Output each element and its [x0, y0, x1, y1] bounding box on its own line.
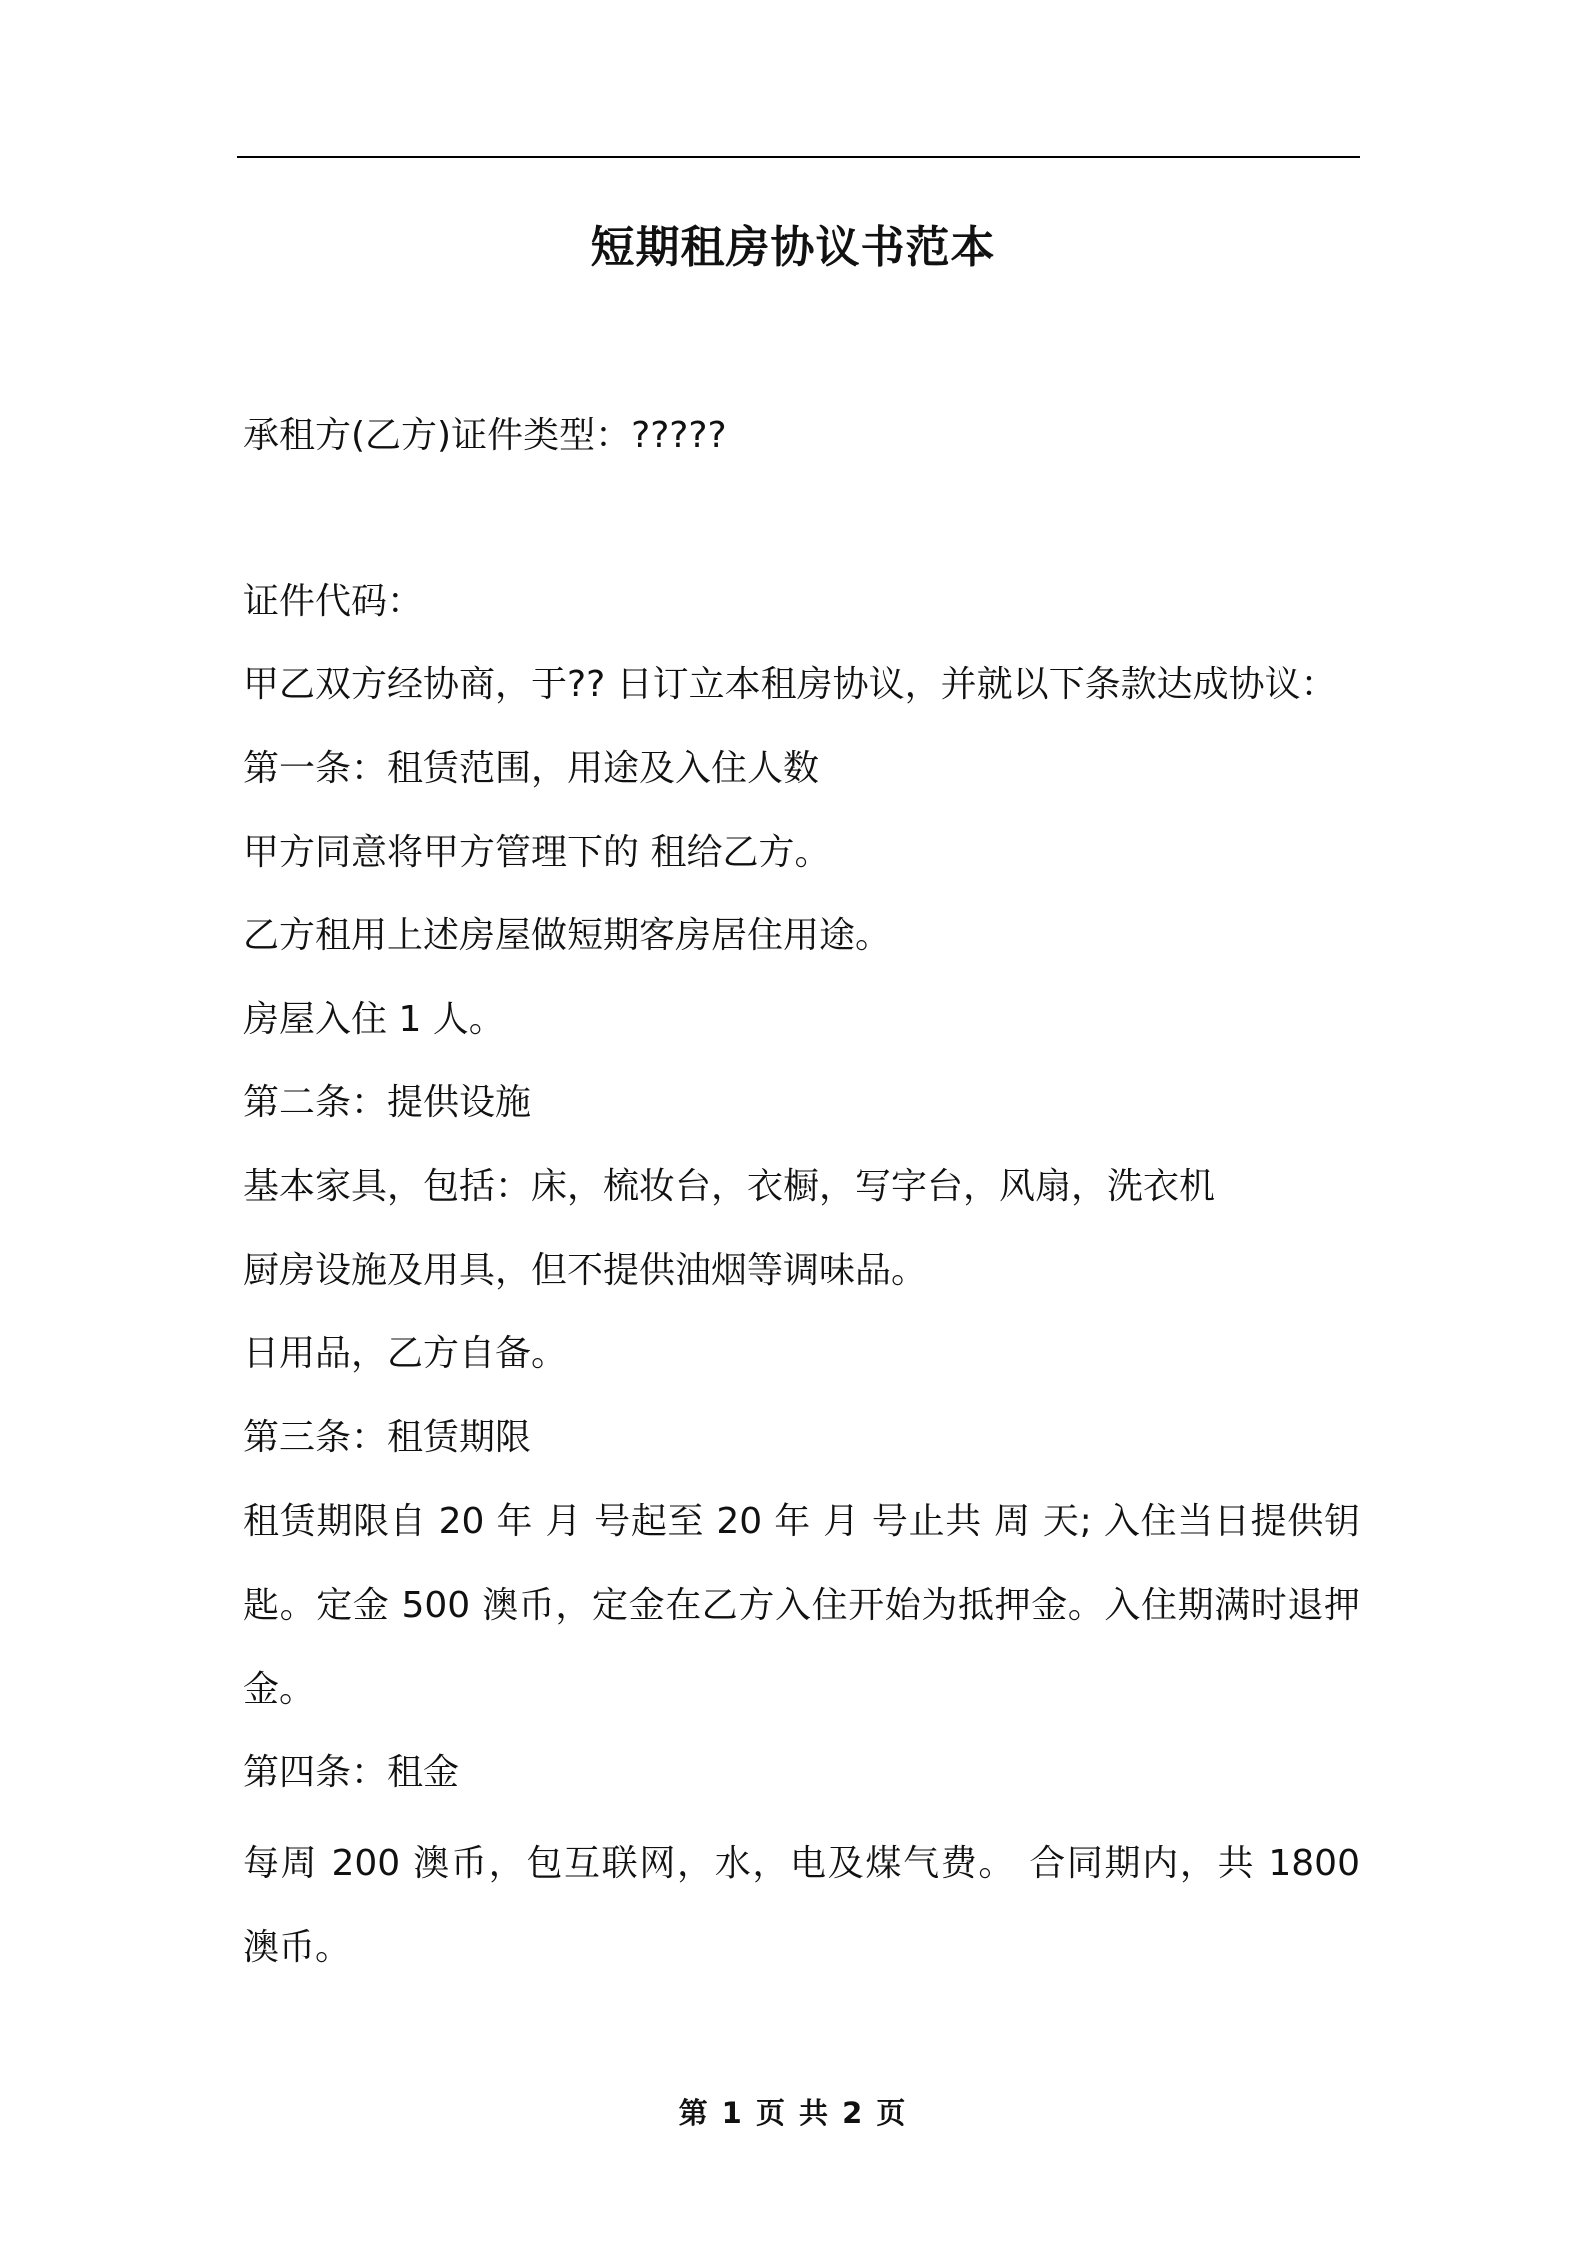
article-1-line: 乙方租用上述房屋做短期客房居住用途。: [243, 915, 892, 956]
article-1-line: 房屋入住 1 人。: [243, 999, 505, 1040]
article-2-line: 基本家具，包括：床，梳妆台，衣橱，写字台，风扇，洗衣机: [243, 1166, 1216, 1207]
article-3-paragraph: 租赁期限自 20 年 月 号起至 20 年 月 号止共 周 天; 入住当日提供钥匙。定金 500 澳币，定金在乙方入住开始为抵押金。入住期满时退押金。: [243, 1501, 1360, 1710]
tenant-id-type-line: 承租方(乙方)证件类型：?????: [243, 415, 727, 456]
article-3-heading: 第三条：租赁期限: [243, 1417, 532, 1458]
article-2-line: 厨房设施及用具，但不提供油烟等调味品。: [243, 1250, 928, 1291]
document-title: 短期租房协议书范本: [590, 222, 996, 273]
article-4-heading: 第四条：租金: [243, 1752, 460, 1793]
article-2-heading: 第二条：提供设施: [243, 1082, 532, 1123]
page-footer: 第 1 页 共 2 页: [678, 2096, 908, 2130]
article-4-paragraph: 每周 200 澳币，包互联网，水，电及煤气费。 合同期内，共 1800 澳币。: [243, 1843, 1360, 1968]
article-1-heading: 第一条：租赁范围，用途及入住人数: [243, 748, 820, 789]
intro-line: 甲乙双方经协商，于?? 日订立本租房协议，并就以下条款达成协议：: [243, 664, 1337, 705]
id-code-line: 证件代码：: [243, 581, 424, 622]
article-2-line: 日用品，乙方自备。: [243, 1333, 568, 1374]
article-1-line: 甲方同意将甲方管理下的 租给乙方。: [243, 832, 831, 873]
header-rule: [237, 156, 1360, 158]
